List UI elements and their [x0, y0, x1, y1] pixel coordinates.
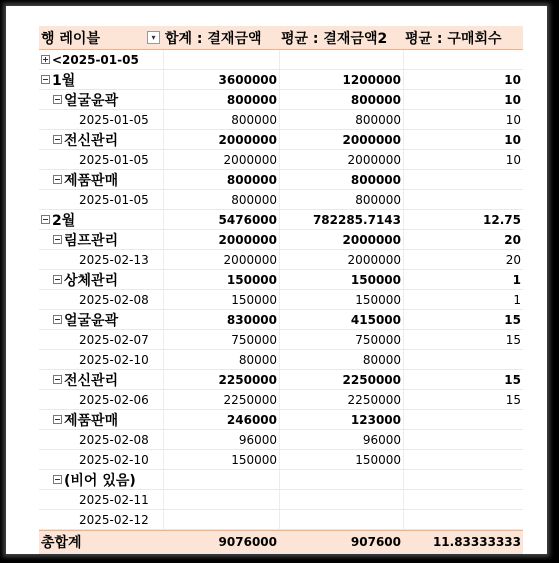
- sum-amount-cell: 150000: [231, 452, 277, 467]
- row-label-text: 얼굴윤곽: [64, 312, 119, 329]
- sum-amount-cell: [163, 50, 279, 69]
- row-label-text: 얼굴윤곽: [64, 92, 119, 109]
- avg-count-cell: 15: [505, 332, 521, 347]
- row-label: [39, 230, 163, 249]
- avg-count-cell: 15: [504, 372, 521, 387]
- pivot-row[interactable]: [39, 510, 523, 530]
- row-label: [39, 470, 163, 489]
- pivot-row[interactable]: [39, 430, 523, 450]
- avg-amount-cell: [279, 50, 403, 69]
- row-label-text: 림프관리: [64, 232, 119, 249]
- row-label-text: 상체관리: [64, 272, 119, 289]
- collapse-icon[interactable]: [53, 135, 62, 144]
- pivot-row[interactable]: [39, 70, 523, 90]
- row-label-text: <2025-01-05: [52, 52, 139, 67]
- pivot-row[interactable]: [39, 330, 523, 350]
- pivot-row[interactable]: [39, 450, 523, 470]
- pivot-row[interactable]: [39, 350, 523, 370]
- pivot-row[interactable]: [39, 90, 523, 110]
- avg-amount-cell: 2000000: [342, 232, 401, 247]
- pivot-row[interactable]: [39, 190, 523, 210]
- avg-count-cell: 15: [504, 312, 521, 327]
- sum-amount-cell: 2000000: [223, 152, 277, 167]
- row-label: [39, 50, 163, 69]
- row-label: [39, 490, 163, 509]
- row-label: [39, 130, 163, 149]
- row-label: [39, 70, 163, 89]
- row-label-text: 1월: [52, 72, 76, 89]
- grand-total-row: [39, 530, 523, 554]
- row-label-text: 2025-01-05: [79, 192, 149, 207]
- row-label-text: 2025-02-10: [79, 352, 149, 367]
- row-label: [39, 170, 163, 189]
- row-label: [39, 410, 163, 429]
- grand-total-label: 총합계: [41, 535, 82, 551]
- collapse-icon[interactable]: [53, 315, 62, 324]
- filter-icon: ▾: [151, 33, 156, 42]
- grand-total-sum: 9076000: [218, 535, 277, 549]
- pivot-body: [39, 50, 523, 530]
- row-label: [39, 330, 163, 349]
- avg-count-cell: [403, 190, 523, 209]
- avg-amount-cell: 1200000: [342, 72, 401, 87]
- row-label: [39, 250, 163, 269]
- row-label: [39, 150, 163, 169]
- collapse-icon[interactable]: [53, 375, 62, 384]
- row-label-text: 2025-02-13: [79, 252, 149, 267]
- avg-count-cell: 20: [504, 232, 521, 247]
- row-label: [39, 390, 163, 409]
- pivot-table-window: [6, 6, 547, 554]
- sum-amount-cell: 2000000: [218, 132, 277, 147]
- avg-amount-cell: 2250000: [342, 372, 401, 387]
- sum-amount-cell: 2250000: [218, 372, 277, 387]
- pivot-row[interactable]: [39, 310, 523, 330]
- sum-amount-cell: 800000: [226, 92, 277, 107]
- sum-amount-cell: 830000: [226, 312, 277, 327]
- avg-amount-cell: 2000000: [347, 152, 401, 167]
- avg-amount-cell: 800000: [355, 192, 401, 207]
- pivot-row[interactable]: [39, 290, 523, 310]
- sum-amount-cell: 150000: [231, 292, 277, 307]
- pivot-row[interactable]: [39, 470, 523, 490]
- row-label-text: 2025-02-08: [79, 432, 149, 447]
- sum-amount-cell: 5476000: [218, 212, 277, 227]
- avg-count-cell: 10: [505, 152, 521, 167]
- row-label-text: 2025-02-11: [79, 492, 149, 507]
- avg-amount-cell: 150000: [350, 272, 401, 287]
- avg-amount-cell: [279, 470, 403, 489]
- avg-count-cell: 10: [504, 72, 521, 87]
- row-label: [39, 370, 163, 389]
- row-label: [39, 510, 163, 529]
- grand-total-avg-amount: 907600: [350, 535, 401, 549]
- collapse-icon[interactable]: [53, 235, 62, 244]
- sum-amount-header: 합계 : 결재금액: [165, 30, 262, 47]
- avg-count-cell: [403, 410, 523, 429]
- row-label: [39, 430, 163, 449]
- sum-amount-cell: 3600000: [218, 72, 277, 87]
- row-label-text: 2025-02-07: [79, 332, 149, 347]
- avg-count-cell: [403, 170, 523, 189]
- row-label: [39, 350, 163, 369]
- pivot-row[interactable]: [39, 110, 523, 130]
- avg-count-cell: [403, 350, 523, 369]
- sum-amount-cell: 2000000: [218, 232, 277, 247]
- collapse-icon[interactable]: [53, 475, 62, 484]
- sum-amount-cell: 80000: [238, 352, 277, 367]
- avg-amount-cell: 800000: [355, 112, 401, 127]
- pivot-row[interactable]: [39, 410, 523, 430]
- avg-amount-cell: 750000: [355, 332, 401, 347]
- pivot-row[interactable]: [39, 150, 523, 170]
- sum-amount-cell: 750000: [231, 332, 277, 347]
- sum-amount-cell: 96000: [238, 432, 277, 447]
- row-label-text: 2025-01-05: [79, 112, 149, 127]
- pivot-row[interactable]: [39, 230, 523, 250]
- sum-amount-cell: 800000: [231, 112, 277, 127]
- pivot-row[interactable]: [39, 250, 523, 270]
- row-label: [39, 110, 163, 129]
- avg-amount-header: 평균 : 결재금액2: [281, 30, 388, 47]
- sum-amount-cell: 800000: [226, 172, 277, 187]
- row-label: [39, 450, 163, 469]
- collapse-icon[interactable]: [53, 95, 62, 104]
- avg-amount-cell: 96000: [362, 432, 401, 447]
- avg-amount-cell: [279, 490, 403, 509]
- avg-amount-cell: 123000: [350, 412, 401, 427]
- pivot-row[interactable]: [39, 490, 523, 510]
- row-label-header: 행 레이블: [41, 30, 100, 47]
- sum-amount-cell: 800000: [231, 192, 277, 207]
- pivot-table: [39, 26, 523, 554]
- filter-dropdown-button[interactable]: [147, 31, 160, 44]
- sum-amount-cell: [163, 510, 279, 529]
- avg-count-cell: [403, 470, 523, 489]
- pivot-row[interactable]: [39, 170, 523, 190]
- avg-amount-cell: 782285.7143: [312, 212, 401, 227]
- row-label-text: 제품판매: [64, 412, 119, 429]
- sum-amount-cell: 150000: [226, 272, 277, 287]
- avg-amount-cell: 415000: [350, 312, 401, 327]
- row-label: [39, 210, 163, 229]
- avg-count-cell: 15: [505, 392, 521, 407]
- row-label-text: 2월: [52, 212, 76, 229]
- row-label-text: 전신관리: [64, 372, 119, 389]
- pivot-row[interactable]: [39, 390, 523, 410]
- row-label-text: 2025-02-10: [79, 452, 149, 467]
- sum-amount-cell: 2250000: [223, 392, 277, 407]
- row-label-text: (비어 있음): [64, 472, 136, 489]
- avg-count-cell: 10: [504, 92, 521, 107]
- avg-amount-cell: 2000000: [342, 132, 401, 147]
- row-label: [39, 270, 163, 289]
- avg-count-cell: 10: [505, 112, 521, 127]
- avg-amount-cell: 800000: [350, 92, 401, 107]
- avg-count-cell: [403, 430, 523, 449]
- row-label-text: 2025-02-08: [79, 292, 149, 307]
- avg-count-cell: 1: [513, 292, 521, 307]
- sum-amount-cell: [163, 470, 279, 489]
- row-label: [39, 90, 163, 109]
- row-label-text: 2025-02-06: [79, 392, 149, 407]
- avg-amount-cell: 80000: [362, 352, 401, 367]
- row-label-text: 제품판매: [64, 172, 119, 189]
- row-label: [39, 190, 163, 209]
- collapse-icon[interactable]: [41, 215, 50, 224]
- avg-amount-cell: 150000: [355, 452, 401, 467]
- avg-count-cell: 1: [512, 272, 521, 287]
- avg-count-cell: [403, 450, 523, 469]
- pivot-row[interactable]: [39, 270, 523, 290]
- pivot-row[interactable]: [39, 370, 523, 390]
- sum-amount-cell: 2000000: [223, 252, 277, 267]
- row-label: [39, 310, 163, 329]
- avg-count-cell: [403, 50, 523, 69]
- row-label: [39, 290, 163, 309]
- row-label-text: 2025-01-05: [79, 152, 149, 167]
- avg-amount-cell: 2250000: [347, 392, 401, 407]
- expand-icon[interactable]: [41, 55, 50, 64]
- avg-count-header: 평균 : 구매회수: [405, 30, 502, 47]
- avg-amount-cell: [279, 510, 403, 529]
- pivot-row[interactable]: [39, 50, 523, 70]
- row-label-text: 전신관리: [64, 132, 119, 149]
- avg-count-cell: 20: [505, 252, 521, 267]
- avg-amount-cell: 800000: [350, 172, 401, 187]
- collapse-icon[interactable]: [41, 75, 50, 84]
- row-label-text: 2025-02-12: [79, 512, 149, 527]
- grand-total-avg-count: 11.83333333: [432, 535, 521, 549]
- avg-count-cell: 12.75: [483, 212, 521, 227]
- avg-count-cell: 10: [504, 132, 521, 147]
- collapse-icon[interactable]: [53, 275, 62, 284]
- pivot-row[interactable]: [39, 130, 523, 150]
- sum-amount-cell: [163, 490, 279, 509]
- collapse-icon[interactable]: [53, 175, 62, 184]
- avg-count-cell: [403, 490, 523, 509]
- pivot-row[interactable]: [39, 210, 523, 230]
- avg-amount-cell: 2000000: [347, 252, 401, 267]
- avg-count-cell: [403, 510, 523, 529]
- collapse-icon[interactable]: [53, 415, 62, 424]
- pivot-header-row: [39, 26, 523, 50]
- sum-amount-cell: 246000: [226, 412, 277, 427]
- avg-amount-cell: 150000: [355, 292, 401, 307]
